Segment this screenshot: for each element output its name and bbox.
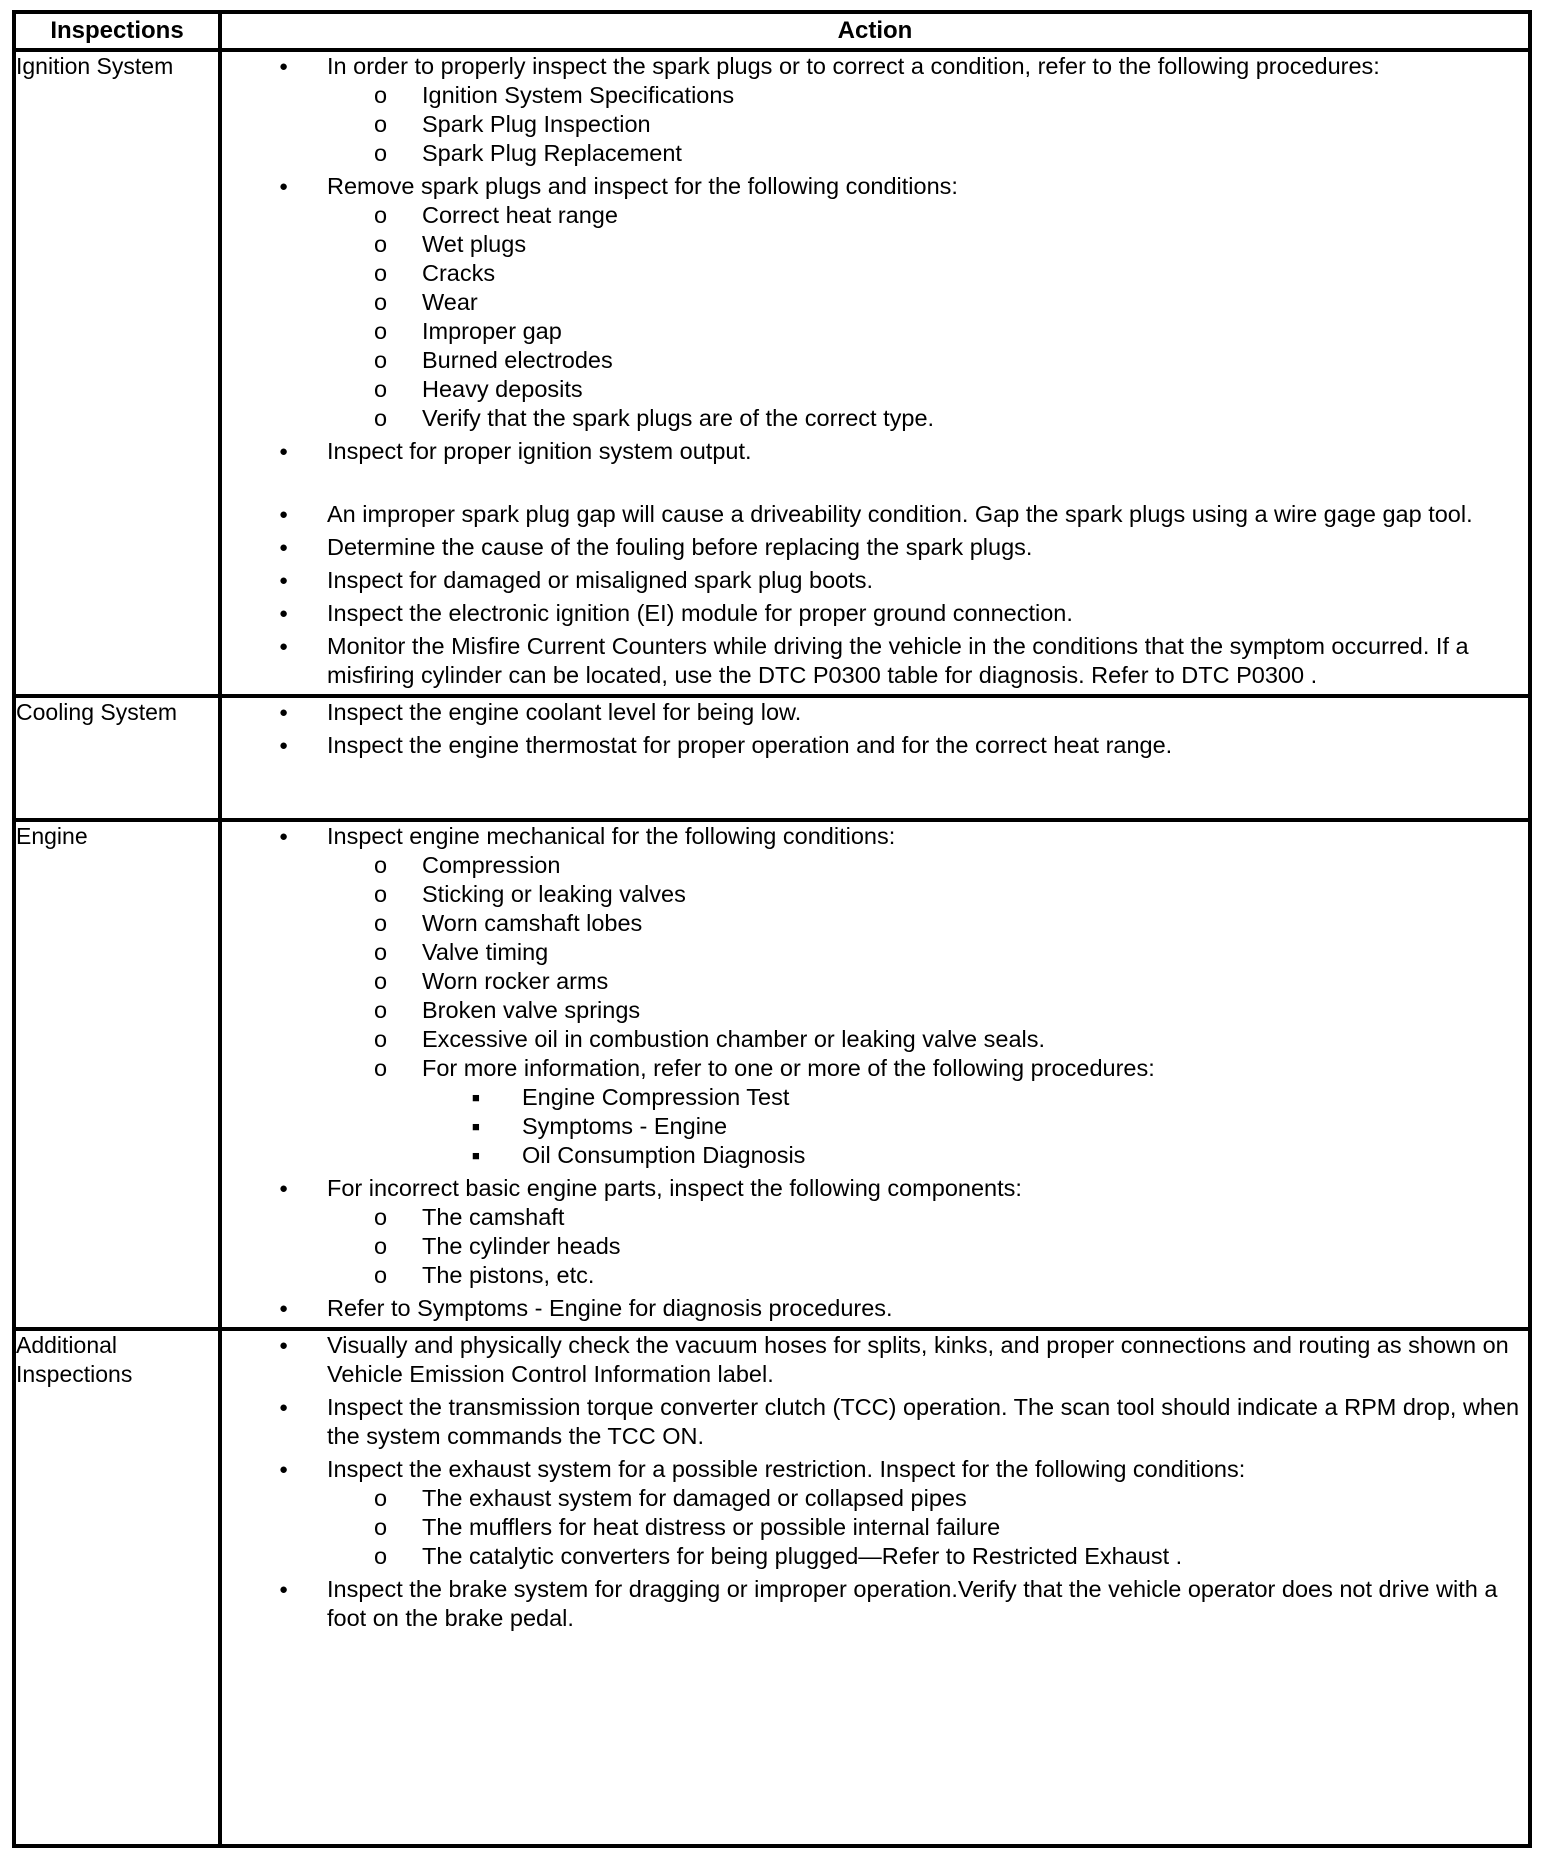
sub-list-item [322,1484,1528,1513]
list-item [222,1393,1528,1451]
action-list [222,52,1528,690]
table-row [14,696,1530,820]
sub-sub-item-text: ■ Oil Consumption Diagnosis [522,1142,805,1168]
list-item-text: ● Inspect for damaged or misaligned spark plug boots. [327,567,873,593]
list-item-text: ● Inspect the engine coolant level for being low. [327,699,801,725]
list-item-text: ● Inspect the transmission torque converter clutch (TCC) operation. The scan tool should indicate a RPM drop, when the system commands the TCC ON. [327,1394,1519,1449]
list-item-text: ● An improper spark plug gap will cause a driveability condition. Gap the spark plugs using a wire gage gap tool. [327,501,1473,527]
inspections-table [12,10,1532,1848]
list-item-text: ● Inspect the brake system for dragging or improper operation.Verify that the vehicle operator does not drive with a foot on the brake pedal. [327,1576,1497,1631]
sub-item-text: o The exhaust system for damaged or collapsed pipes [422,1485,967,1511]
sub-list-item [322,1232,1528,1261]
sub-list-item [322,81,1528,110]
list-item [222,533,1528,562]
action-cell [220,820,1530,1329]
row-label: Additional Inspections [14,1329,220,1846]
header-inspections: Inspections [14,12,220,50]
list-item-text: ● Refer to Symptoms - Engine for diagnosis procedures. [327,1295,893,1321]
table-row [14,820,1530,1329]
sub-item-text: o Broken valve springs [422,997,640,1023]
list-item [222,599,1528,628]
sub-list-item [322,1025,1528,1054]
sub-item-text: o Wear [422,289,478,315]
sub-list [327,81,1528,168]
list-item [222,731,1528,760]
list-item [222,52,1528,168]
sub-list [327,1484,1528,1571]
sub-item-text: o Valve timing [422,939,548,965]
list-item-text: ● Inspect the exhaust system for a possible restriction. Inspect for the following conditions: [327,1456,1245,1482]
sub-item-text: o Burned electrodes [422,347,613,373]
sub-item-text: o Worn rocker arms [422,968,608,994]
row-label: Engine [14,820,220,1329]
sub-sub-list [422,1083,1528,1170]
list-item-text: ● Monitor the Misfire Current Counters while driving the vehicle in the conditions that the symptom occurred. If a misfiring cylinder can be located, use the DTC P0300 table for diagnosis. Refer to DTC P0300 . [327,633,1469,688]
sub-list-item [322,1261,1528,1290]
list-item [222,632,1528,690]
list-item [222,172,1528,433]
sub-item-text: o Spark Plug Replacement [422,140,682,166]
sub-item-text: o Correct heat range [422,202,618,228]
row-label: Cooling System [14,696,220,820]
sub-list-item [322,259,1528,288]
sub-item-text: o Worn camshaft lobes [422,910,642,936]
sub-list-item [322,938,1528,967]
sub-item-text: o Cracks [422,260,495,286]
spacer [222,470,1528,496]
action-cell [220,1329,1530,1846]
action-cell [220,50,1530,696]
sub-sub-list-item [422,1141,1528,1170]
list-item-text: ● Visually and physically check the vacuum hoses for splits, kinks, and proper connections and routing as shown on Vehicle Emission Control Information label. [327,1332,1509,1387]
action-list [222,822,1528,1323]
list-item-text: ● Remove spark plugs and inspect for the following conditions: [327,173,958,199]
sub-list-item [322,996,1528,1025]
sub-list-item [322,375,1528,404]
sub-list [327,851,1528,1170]
sub-list-item [322,404,1528,433]
sub-list-item [322,1542,1528,1571]
sub-list-item [322,909,1528,938]
sub-list-item [322,346,1528,375]
table-row [14,50,1530,696]
sub-list-item [322,201,1528,230]
sub-item-text: o The catalytic converters for being plugged—Refer to Restricted Exhaust . [422,1543,1182,1569]
list-item [222,1294,1528,1323]
action-list [222,698,1528,760]
sub-list-item [322,230,1528,259]
list-item-text: ● Determine the cause of the fouling before replacing the spark plugs. [327,534,1032,560]
row-label: Ignition System [14,50,220,696]
sub-list-item [322,1203,1528,1232]
sub-item-text: o The mufflers for heat distress or possible internal failure [422,1514,1000,1540]
list-item [222,698,1528,727]
sub-list [327,1203,1528,1290]
list-item-text: ● Inspect engine mechanical for the following conditions: [327,823,895,849]
list-item [222,437,1528,466]
sub-list-item [322,880,1528,909]
action-cell [220,696,1530,820]
sub-sub-list-item [422,1112,1528,1141]
list-item [222,566,1528,595]
sub-item-text: o For more information, refer to one or more of the following procedures: [422,1055,1155,1081]
table-row [14,1329,1530,1846]
sub-item-text: o Excessive oil in combustion chamber or leaking valve seals. [422,1026,1045,1052]
list-item-text: ● For incorrect basic engine parts, inspect the following components: [327,1175,1022,1201]
sub-item-text: o The camshaft [422,1204,564,1230]
sub-sub-item-text: ■ Engine Compression Test [522,1084,789,1110]
list-item [222,500,1528,529]
list-item [222,1455,1528,1571]
sub-sub-list-item [422,1083,1528,1112]
sub-item-text: o Wet plugs [422,231,526,257]
sub-sub-item-text: ■ Symptoms - Engine [522,1113,727,1139]
action-list [222,1331,1528,1633]
sub-list-item [322,967,1528,996]
sub-list-item [322,317,1528,346]
list-item-text: ● Inspect the engine thermostat for proper operation and for the correct heat range. [327,732,1172,758]
sub-item-text: o Compression [422,852,560,878]
sub-list-item [322,288,1528,317]
sub-list-item [322,1054,1528,1170]
sub-item-text: o Verify that the spark plugs are of the correct type. [422,405,934,431]
sub-item-text: o The pistons, etc. [422,1262,594,1288]
sub-item-text: o Improper gap [422,318,562,344]
sub-item-text: o The cylinder heads [422,1233,621,1259]
list-item [222,822,1528,1170]
sub-list [327,201,1528,433]
list-item [222,1575,1528,1633]
list-item [222,1331,1528,1389]
sub-list-item [322,139,1528,168]
list-item-text: ● In order to properly inspect the spark plugs or to correct a condition, refer to the following procedures: [327,53,1380,79]
header-action: Action [220,12,1530,50]
list-item [222,1174,1528,1290]
sub-list-item [322,1513,1528,1542]
list-item-text: ● Inspect the electronic ignition (EI) module for proper ground connection. [327,600,1073,626]
list-item-text: ● Inspect for proper ignition system output. [327,438,752,464]
sub-list-item [322,110,1528,139]
sub-item-text: o Spark Plug Inspection [422,111,651,137]
header-row [14,12,1530,50]
sub-item-text: o Heavy deposits [422,376,583,402]
sub-item-text: o Ignition System Specifications [422,82,734,108]
sub-item-text: o Sticking or leaking valves [422,881,686,907]
sub-list-item [322,851,1528,880]
